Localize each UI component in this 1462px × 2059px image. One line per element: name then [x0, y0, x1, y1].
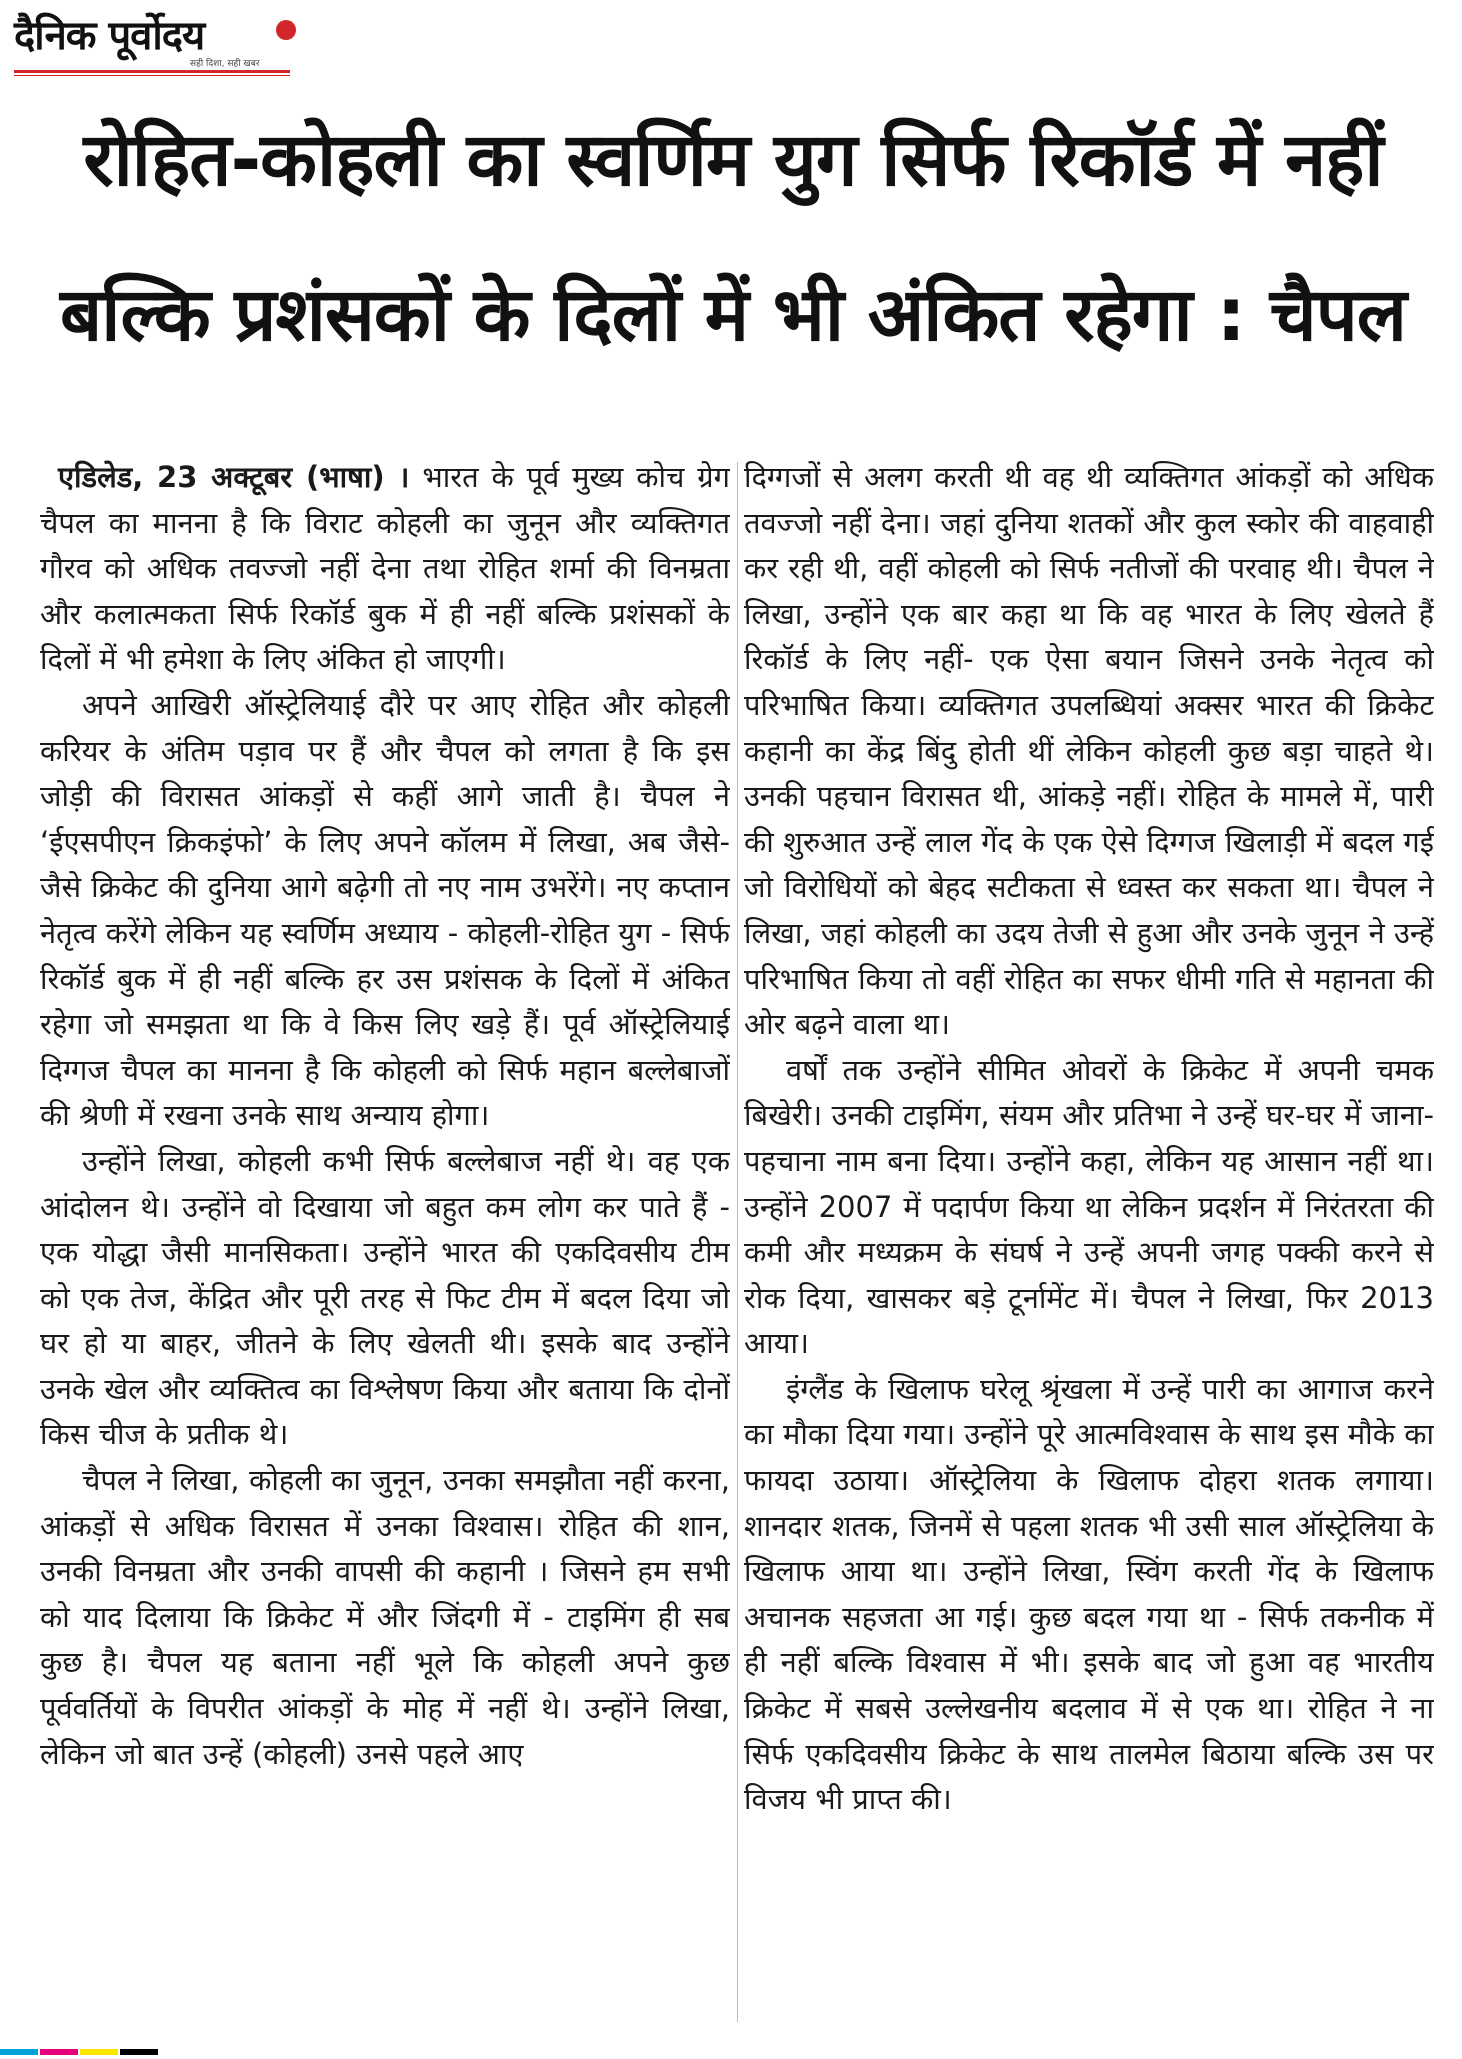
masthead-dot-icon [276, 20, 296, 40]
article-paragraph-1-text: भारत के पूर्व मुख्य कोच ग्रेग चैपल का मानना है कि विराट कोहली का जुनून और व्यक्तिगत गौरव को अधिक तवज्जो नहीं देना तथा रोहित शर्मा की विनम्रता और कलात्मकता सिर्फ रिकॉर्ड बुक में ही नहीं बल्कि प्रशंसकों के दिलों में भी हमेशा के लिए अंकित हो जाएगी। [40, 460, 730, 677]
masthead-rule-thin [14, 75, 290, 76]
article-paragraph-5: दिग्गजों से अलग करती थी वह थी व्यक्तिगत आंकड़ों को अधिक तवज्जो नहीं देना। जहां दुनिया शतकों और कुल स्कोर की वाहवाही कर रही थी, वहीं कोहली को सिर्फ नतीजों की परवाह थी। चैपल ने लिखा, उन्होंने एक बार कहा था कि वह भारत के लिए खेलते हैं रिकॉर्ड के लिए नहीं- एक ऐसा बयान जिसने उनके नेतृत्व को परिभाषित किया। व्यक्तिगत उपलब्धियां अक्सर भारत की क्रिकेट कहानी का केंद्र बिंदु होती थीं लेकिन कोहली कुछ बड़ा चाहते थे। उनकी पहचान विरासत थी, आंकड़े नहीं। रोहित के मामले में, पारी की शुरुआत उन्हें लाल गेंद के एक ऐसे दिग्गज खिलाड़ी में बदल गई जो विरोधियों को बेहद सटीकता से ध्वस्त कर सकता था। चैपल ने लिखा, जहां कोहली का उदय तेजी से हुआ और उनके जुनून ने उन्हें परिभाषित किया तो वहीं रोहित का सफर धीमी गति से महानता की ओर बढ़ने वाला था। [744, 460, 1434, 1042]
article-dateline: एडिलेड, 23 अक्टूबर (भाषा) । [58, 460, 410, 494]
article-paragraph-3: उन्होंने लिखा, कोहली कभी सिर्फ बल्लेबाज नहीं थे। वह एक आंदोलन थे। उन्होंने वो दिखाया जो बहुत कम लोग कर पाते हैं - एक योद्धा जैसी मानसिकता। उन्होंने भारत की एकदिवसीय टीम को एक तेज, केंद्रित और पूरी तरह से फिट टीम में बदल दिया जो घर हो या बाहर, जीतने के लिए खेलती थी। इसके बाद उन्होंने उनके खेल और व्यक्तित्व का विश्लेषण किया और बताया कि दोनों किस चीज के प्रतीक थे। [40, 1143, 730, 1452]
masthead-rule [14, 70, 290, 73]
article-paragraph-6: वर्षों तक उन्होंने सीमित ओवरों के क्रिकेट में अपनी चमक बिखेरी। उनकी टाइमिंग, संयम और प्रतिभा ने उन्हें घर-घर में जाना-पहचाना नाम बना दिया। उन्होंने कहा, लेकिन यह आसान नहीं था। उन्होंने 2007 में पदार्पण किया था लेकिन प्रदर्शन में निरंतरता की कमी और मध्यक्रम के संघर्ष ने उन्हें अपनी जगह पक्की करने से रोक दिया, खासकर बड़े टूर्नामेंट में। चैपल ने लिखा, फिर 2013 आया। [744, 1052, 1434, 1361]
article-paragraph-4: चैपल ने लिखा, कोहली का जुनून, उनका समझौता नहीं करना, आंकड़ों से अधिक विरासत में उनका विश्वास। रोहित की शान, उनकी विनम्रता और उनकी वापसी की कहानी । जिसने हम सभी को याद दिलाया कि क्रिकेट में और जिंदगी में - टाइमिंग ही सब कुछ है। चैपल यह बताना नहीं भूले कि कोहली अपने कुछ पूर्ववर्तियों के विपरीत आंकड़ों के मोह में नहीं थे। उन्होंने लिखा, लेकिन जो बात उन्हें (कोहली) उनसे पहले आए [40, 1463, 730, 1771]
article-left-column [40, 455, 730, 2035]
headline-line-2: बल्कि प्रशंसकों के दिलों में भी अंकित रहेगा : चैपल [60, 272, 1406, 358]
article-paragraph-1 [40, 455, 730, 683]
headline-line-1: रोहित-कोहली का स्वर्णिम युग सिर्फ रिकॉर्ड में नहीं [83, 117, 1383, 203]
column-divider [737, 462, 738, 2022]
article-paragraph-2: अपने आखिरी ऑस्ट्रेलियाई दौरे पर आए रोहित और कोहली करियर के अंतिम पड़ाव पर हैं और चैपल को लगता है कि इस जोड़ी की विरासत आंकड़ों से कहीं आगे जाती है। चैपल ने ‘ईएसपीएन क्रिकइंफो’ के लिए अपने कॉलम में लिखा, अब जैसे-जैसे क्रिकेट की दुनिया आगे बढ़ेगी तो नए नाम उभरेंगे। नए कप्तान नेतृत्व करेंगे लेकिन यह स्वर्णिम अध्याय - कोहली-रोहित युग - सिर्फ रिकॉर्ड बुक में ही नहीं बल्कि हर उस प्रशंसक के दिलों में अंकित रहेगा जो समझता था कि वे किस लिए खड़े हैं। पूर्व ऑस्ट्रेलियाई दिग्गज चैपल का मानना है कि कोहली को सिर्फ महान बल्लेबाजों की श्रेणी में रखना उनके साथ अन्याय होगा। [40, 687, 730, 1133]
masthead-logo: दैनिक पूर्वोदय [14, 13, 205, 59]
masthead [14, 6, 290, 68]
print-registration-marks [0, 2040, 160, 2050]
masthead-tagline: सही दिशा, सही खबर [190, 59, 260, 69]
article-right-column [744, 455, 1434, 2035]
article-paragraph-7: इंग्लैंड के खिलाफ घरेलू श्रृंखला में उन्हें पारी का आगाज करने का मौका दिया गया। उन्होंने पूरे आत्मविश्वास के साथ इस मौके का फायदा उठाया। ऑस्ट्रेलिया के खिलाफ दोहरा शतक लगाया। शानदार शतक, जिनमें से पहला शतक भी उसी साल ऑस्ट्रेलिया के खिलाफ आया था। उन्होंने लिखा, स्विंग करती गेंद के खिलाफ अचानक सहजता आ गई। कुछ बदल गया था - सिर्फ तकनीक में ही नहीं बल्कि विश्वास में भी। इसके बाद जो हुआ वह भारतीय क्रिकेट में सबसे उल्लेखनीय बदलाव में से एक था। रोहित ने ना सिर्फ एकदिवसीय क्रिकेट के साथ तालमेल बिठाया बल्कि उस पर विजय भी प्राप्त की। [744, 1371, 1434, 1817]
